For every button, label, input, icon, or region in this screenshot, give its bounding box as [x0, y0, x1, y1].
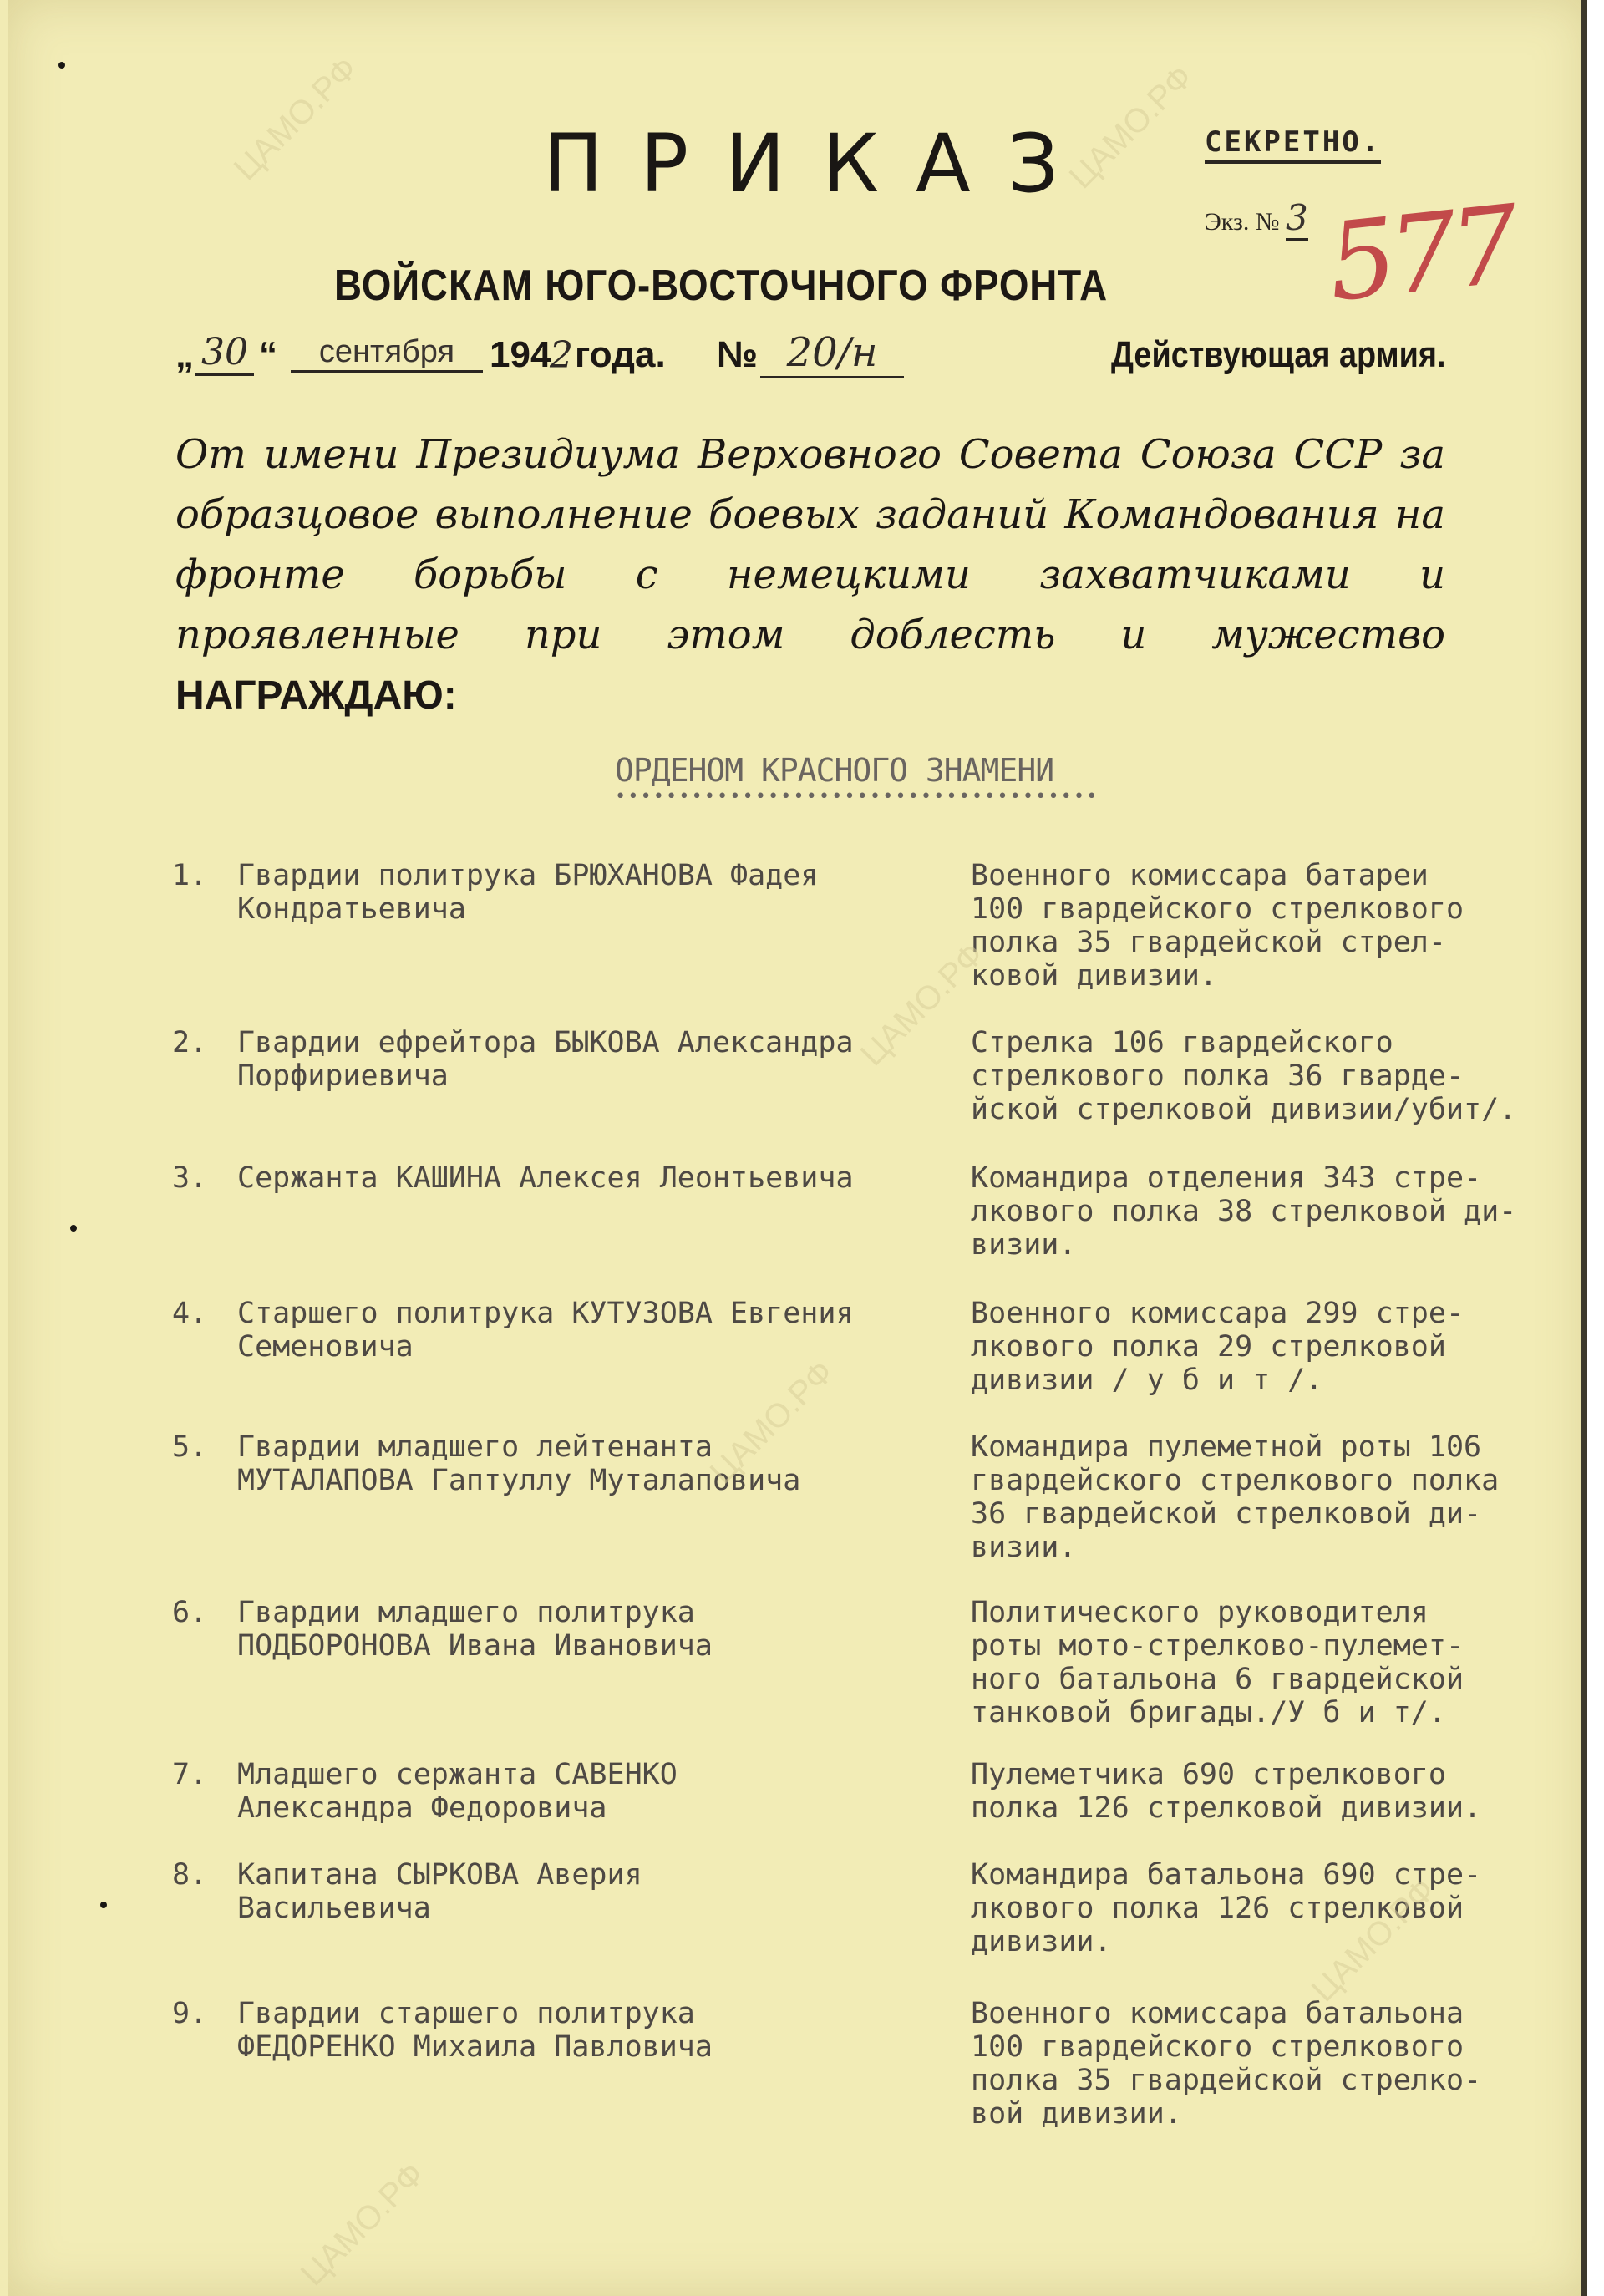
award-word: НАГРАЖДАЮ:	[175, 673, 457, 718]
paper-speck	[58, 62, 65, 69]
entry-name: Старшего политрука КУТУЗОВА Евгения Семеновича	[237, 1297, 854, 1364]
watermark: ЦАМО.РФ	[1304, 1871, 1443, 2009]
date-day: 30	[195, 331, 254, 376]
entry-position: Военного комиссара батальона 100 гвардейского стрелкового полка 35 гвардейской стрелко- вой дивизии.	[971, 1997, 1482, 2131]
entry-name: Гвардии старшего политрука ФЕДОРЕНКО Михаила Павловича	[237, 1997, 713, 2064]
scan-edge-shadow	[1581, 0, 1587, 2296]
entry-name: Гвардии ефрейтора БЫКОВА Александра Порфириевича	[237, 1026, 854, 1093]
entry-position: Командира батальона 690 стре- лкового полка 126 стрелковой дивизии.	[971, 1858, 1482, 1958]
entry-name: Гвардии политрука БРЮХАНОВА Фадея Кондратьевича	[237, 859, 819, 926]
copy-label: Экз. №	[1205, 208, 1280, 236]
entry-name: Младшего сержанта САВЕНКО Александра Федоровича	[237, 1758, 678, 1825]
document-sheet	[8, 0, 1587, 2296]
entry-number: 6.	[172, 1596, 208, 1629]
scan-edge	[1587, 0, 1604, 2296]
order-number-label: №	[717, 334, 759, 375]
entry-name: Сержанта КАШИНА Алексея Леонтьевича	[237, 1161, 854, 1195]
award-heading-underline: ••••••••••••••••••••••••••••••••••••••	[615, 786, 1099, 807]
date-line	[175, 329, 1446, 393]
entry-position: Командира отделения 343 стре- лкового полка 38 стрелковой ди- визии.	[971, 1161, 1517, 1262]
watermark: ЦАМО.РФ	[703, 1353, 841, 1491]
entry-number: 1.	[172, 859, 208, 892]
entry-number: 3.	[172, 1161, 208, 1195]
entry-position: Политического руководителя роты мото-стрелково-пулемет- ного батальона 6 гвардейской танковой бригады./У б и т/.	[971, 1596, 1464, 1730]
order-number: 20/н	[760, 329, 904, 378]
watermark: ЦАМО.РФ	[1062, 58, 1200, 196]
entry-number: 7.	[172, 1758, 208, 1791]
entry-position: Стрелка 106 гвардейского стрелкового полка 36 гварде- йской стрелковой дивизии/убит/.	[971, 1026, 1517, 1126]
document-title: ПРИКАЗ	[543, 117, 1096, 211]
watermark: ЦАМО.РФ	[853, 935, 992, 1074]
copy-number: 3	[1286, 197, 1308, 241]
entry-number: 9.	[172, 1997, 208, 2030]
entry-position: Военного комиссара 299 стре- лкового полка 29 стрелковой дивизии / у б и т /.	[971, 1297, 1464, 1397]
copy-number-field	[1205, 197, 1308, 238]
secret-stamp: СЕКРЕТНО.	[1205, 125, 1381, 164]
date-year-digit: 2	[550, 334, 573, 377]
entry-number: 8.	[172, 1858, 208, 1892]
entry-number: 4.	[172, 1297, 208, 1330]
paper-speck	[70, 1225, 77, 1232]
entry-position: Командира пулеметной роты 106 гвардейского стрелкового полка 36 гвардейской стрелковой ди- визии.	[971, 1430, 1500, 1564]
award-heading	[615, 752, 1099, 805]
date-suffix: года.	[575, 334, 666, 375]
entry-number: 2.	[172, 1026, 208, 1059]
quote-open: „	[175, 334, 194, 375]
entry-name: Гвардии младшего политрука ПОДБОРОНОВА Ивана Ивановича	[237, 1596, 713, 1663]
registry-number: 577	[1322, 182, 1519, 327]
entry-number: 5.	[172, 1430, 208, 1464]
watermark: ЦАМО.РФ	[293, 2155, 432, 2293]
quote-close: “	[259, 334, 277, 375]
entry-position: Пулеметчика 690 стрелкового полка 126 стрелковой дивизии.	[971, 1758, 1482, 1825]
preamble-text: От имени Президиума Верховного Совета Союза ССР за образцовое выполнение боевых заданий Командования на фронте борьбы с немецкими захватчиками и проявленные при этом доблесть и мужество	[175, 431, 1445, 658]
entry-name: Гвардии младшего лейтенанта МУТАЛАПОВА Гаптуллу Муталаповича	[237, 1430, 801, 1497]
entry-position: Военного комиссара батареи 100 гвардейского стрелкового полка 35 гвардейской стрел- ковой дивизии.	[971, 859, 1464, 993]
front-heading: ВОЙСКАМ ЮГО-ВОСТОЧНОГО ФРОНТА	[334, 262, 1109, 310]
paper-speck	[100, 1902, 107, 1908]
entry-name: Капитана СЫРКОВА Аверия Васильевича	[237, 1858, 642, 1925]
date-year-prefix: 194	[490, 334, 551, 375]
award-heading-text: ОРДЕНОМ КРАСНОГО ЗНАМЕНИ	[615, 752, 1054, 789]
date-month: сентября	[291, 334, 483, 373]
watermark: ЦАМО.РФ	[226, 49, 365, 188]
preamble	[175, 424, 1445, 726]
location: Действующая армия.	[1111, 334, 1446, 375]
